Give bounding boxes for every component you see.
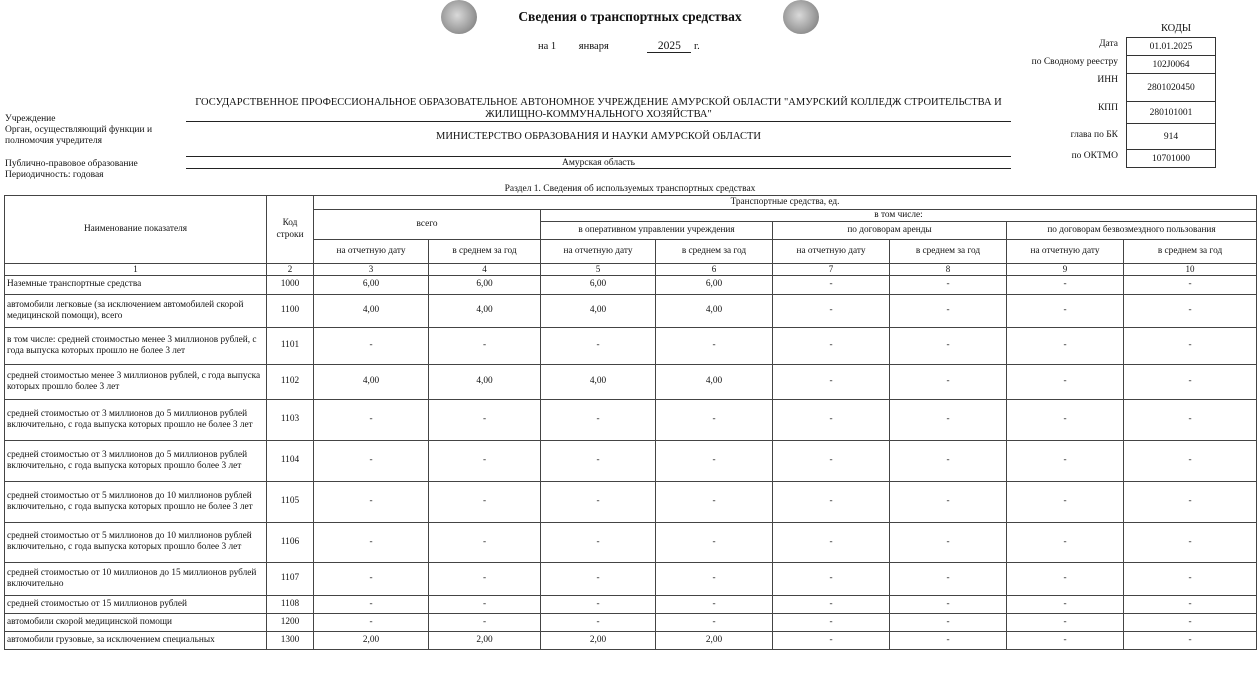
row-value: - <box>1124 275 1257 294</box>
row-value: - <box>429 399 541 440</box>
code-value: 10701000 <box>1127 150 1216 168</box>
table-row <box>5 522 1257 562</box>
row-value: 4,00 <box>429 364 541 399</box>
row-value: 2,00 <box>656 631 773 649</box>
date-month: января <box>578 41 609 52</box>
header-avg-year: в среднем за год <box>429 240 541 264</box>
column-number: 8 <box>890 264 1007 276</box>
row-value: - <box>773 440 890 481</box>
row-value: - <box>541 327 656 364</box>
header-avg-year: в среднем за год <box>656 240 773 264</box>
row-value: - <box>656 327 773 364</box>
row-value: - <box>429 440 541 481</box>
periodicity-label: Периодичность: годовая <box>5 170 104 180</box>
row-value: - <box>1124 595 1257 613</box>
row-code: 1107 <box>267 562 314 595</box>
row-value: - <box>314 613 429 631</box>
row-name: автомобили легковые (за исключением автомобилей скорой медицинской помощи), всего <box>5 294 267 327</box>
code-value: 01.01.2025 <box>1127 38 1216 56</box>
row-value: - <box>541 440 656 481</box>
row-value: - <box>890 481 1007 522</box>
table-row <box>5 275 1257 294</box>
date-year: 2025 <box>647 40 691 53</box>
table-row <box>5 364 1257 399</box>
row-value: - <box>656 481 773 522</box>
row-value: - <box>541 481 656 522</box>
code-row <box>1127 38 1216 56</box>
row-value: - <box>429 613 541 631</box>
row-value: - <box>773 631 890 649</box>
header-name: Наименование показателя <box>5 196 267 264</box>
code-label: глава по БК <box>1070 130 1118 140</box>
row-value: - <box>890 399 1007 440</box>
code-value: 2801020450 <box>1127 74 1216 102</box>
row-value: - <box>656 522 773 562</box>
date-year-suffix: г. <box>694 41 700 52</box>
section-title: Раздел 1. Сведения об используемых транспортных средствах <box>504 184 756 194</box>
row-value: 2,00 <box>429 631 541 649</box>
code-label: КПП <box>1097 103 1118 113</box>
column-number: 3 <box>314 264 429 276</box>
row-value: - <box>773 327 890 364</box>
row-value: - <box>1007 440 1124 481</box>
row-value: - <box>890 613 1007 631</box>
row-value: 2,00 <box>314 631 429 649</box>
row-value: - <box>1124 364 1257 399</box>
row-value: - <box>429 327 541 364</box>
row-value: - <box>1124 294 1257 327</box>
row-value: - <box>773 294 890 327</box>
row-value: - <box>890 595 1007 613</box>
date-prefix: на 1 <box>538 41 557 52</box>
row-value: - <box>1124 562 1257 595</box>
row-value: - <box>890 522 1007 562</box>
table-row <box>5 440 1257 481</box>
row-value: - <box>1124 522 1257 562</box>
header-including: в том числе: <box>541 210 1257 222</box>
row-code: 1104 <box>267 440 314 481</box>
codes-title: КОДЫ <box>1160 23 1192 34</box>
header-total: всего <box>314 210 541 240</box>
code-label: по Сводному реестру <box>1031 57 1118 67</box>
row-value: - <box>1007 275 1124 294</box>
header-avg-year: в среднем за год <box>1124 240 1257 264</box>
row-code: 1100 <box>267 294 314 327</box>
row-value: - <box>773 595 890 613</box>
row-value: - <box>1007 522 1124 562</box>
header-free-use: по договорам безвозмездного пользования <box>1007 222 1257 240</box>
code-row <box>1127 74 1216 102</box>
report-title: Сведения о транспортных средствах <box>518 9 742 24</box>
row-name: Наземные транспортные средства <box>5 275 267 294</box>
authority-label: Орган, осуществляющий функции и полномочия учредителя <box>5 125 153 147</box>
code-label: ИНН <box>1097 75 1118 85</box>
institution-label: Учреждение <box>5 114 56 124</box>
row-value: - <box>890 631 1007 649</box>
row-code: 1000 <box>267 275 314 294</box>
codes-table <box>1126 37 1216 168</box>
row-name: средней стоимостью от 3 миллионов до 5 миллионов рублей включительно, с года выпуска которых прошло более 3 лет <box>5 440 267 481</box>
row-code: 1200 <box>267 613 314 631</box>
row-name: средней стоимостью менее 3 миллионов рублей, с года выпуска которых прошло более 3 лет <box>5 364 267 399</box>
row-value: - <box>890 562 1007 595</box>
code-row <box>1127 56 1216 74</box>
row-value: - <box>314 522 429 562</box>
row-value: - <box>314 440 429 481</box>
table-row <box>5 613 1257 631</box>
row-code: 1108 <box>267 595 314 613</box>
row-value: - <box>1007 481 1124 522</box>
row-value: - <box>1007 399 1124 440</box>
code-row <box>1127 150 1216 168</box>
authority-name: МИНИСТЕРСТВО ОБРАЗОВАНИЯ И НАУКИ АМУРСКОЙ ОБЛАСТИ <box>186 131 1011 157</box>
column-number: 10 <box>1124 264 1257 276</box>
row-value: 2,00 <box>541 631 656 649</box>
row-value: 6,00 <box>314 275 429 294</box>
row-value: - <box>314 595 429 613</box>
header-lease: по договорам аренды <box>773 222 1007 240</box>
row-value: - <box>773 562 890 595</box>
column-number: 1 <box>5 264 267 276</box>
row-value: - <box>429 595 541 613</box>
code-row <box>1127 124 1216 150</box>
row-name: средней стоимостью от 5 миллионов до 10 миллионов рублей включительно, с года выпуска которых прошло более 3 лет <box>5 522 267 562</box>
row-code: 1102 <box>267 364 314 399</box>
row-value: - <box>773 613 890 631</box>
column-number: 4 <box>429 264 541 276</box>
row-name: в том числе: средней стоимостью менее 3 миллионов рублей, с года выпуска которых прошло не более 3 лет <box>5 327 267 364</box>
row-value: - <box>541 522 656 562</box>
row-value: - <box>314 562 429 595</box>
row-code: 1103 <box>267 399 314 440</box>
row-value: - <box>656 595 773 613</box>
header-operative: в оперативном управлении учреждения <box>541 222 773 240</box>
row-value: - <box>890 275 1007 294</box>
region-name: Амурская область <box>186 158 1011 169</box>
row-value: - <box>773 522 890 562</box>
row-value: - <box>429 481 541 522</box>
row-value: - <box>773 399 890 440</box>
code-value: 280101001 <box>1127 102 1216 124</box>
row-value: 6,00 <box>541 275 656 294</box>
row-value: - <box>1007 613 1124 631</box>
row-value: - <box>1007 294 1124 327</box>
row-value: - <box>541 399 656 440</box>
row-value: - <box>1007 327 1124 364</box>
code-label: по ОКТМО <box>1071 151 1118 161</box>
report-date-line <box>538 40 700 53</box>
row-value: - <box>656 399 773 440</box>
table-row <box>5 631 1257 649</box>
vehicles-table <box>4 195 1257 650</box>
row-value: 6,00 <box>429 275 541 294</box>
code-label: Дата <box>1099 39 1118 49</box>
column-number: 9 <box>1007 264 1124 276</box>
column-number: 6 <box>656 264 773 276</box>
code-value: 914 <box>1127 124 1216 150</box>
row-name: средней стоимостью от 5 миллионов до 10 миллионов рублей включительно, с года выпуска которых прошло не более 3 лет <box>5 481 267 522</box>
header-avg-year: в среднем за год <box>890 240 1007 264</box>
row-value: 6,00 <box>656 275 773 294</box>
row-name: автомобили грузовые, за исключением специальных <box>5 631 267 649</box>
row-code: 1105 <box>267 481 314 522</box>
row-value: - <box>656 562 773 595</box>
header-at-date: на отчетную дату <box>314 240 429 264</box>
row-value: - <box>1007 364 1124 399</box>
row-value: - <box>541 595 656 613</box>
row-value: - <box>1007 631 1124 649</box>
column-number: 7 <box>773 264 890 276</box>
row-code: 1106 <box>267 522 314 562</box>
row-value: 4,00 <box>541 294 656 327</box>
row-name: средней стоимостью от 3 миллионов до 5 миллионов рублей включительно, с года выпуска которых прошло не более 3 лет <box>5 399 267 440</box>
row-value: - <box>429 562 541 595</box>
row-value: - <box>429 522 541 562</box>
code-row <box>1127 102 1216 124</box>
row-value: - <box>656 440 773 481</box>
row-value: - <box>541 613 656 631</box>
header-vehicles: Транспортные средства, ед. <box>314 196 1257 210</box>
org-name: ГОСУДАРСТВЕННОЕ ПРОФЕССИОНАЛЬНОЕ ОБРАЗОВАТЕЛЬНОЕ АВТОНОМНОЕ УЧРЕЖДЕНИЕ АМУРСКОЙ ОБЛАСТИ "АМУРСКИЙ КОЛЛЕДЖ СТРОИТЕЛЬСТВА И ЖИЛИЩНО-КОММУНАЛЬНОГО ХОЗЯЙСТВА" <box>186 97 1011 122</box>
table-row <box>5 399 1257 440</box>
row-name: средней стоимостью от 15 миллионов рублей <box>5 595 267 613</box>
row-code: 1300 <box>267 631 314 649</box>
row-value: - <box>1124 440 1257 481</box>
row-value: 4,00 <box>314 364 429 399</box>
row-value: 4,00 <box>656 364 773 399</box>
row-value: - <box>1007 562 1124 595</box>
row-value: - <box>1124 481 1257 522</box>
row-code: 1101 <box>267 327 314 364</box>
header-at-date: на отчетную дату <box>1007 240 1124 264</box>
row-value: 4,00 <box>541 364 656 399</box>
table-row <box>5 327 1257 364</box>
table-row <box>5 294 1257 327</box>
row-value: - <box>541 562 656 595</box>
table-row <box>5 595 1257 613</box>
row-value: - <box>890 327 1007 364</box>
row-value: - <box>1124 613 1257 631</box>
row-value: 4,00 <box>429 294 541 327</box>
row-value: - <box>773 364 890 399</box>
row-value: - <box>890 440 1007 481</box>
row-value: - <box>1124 327 1257 364</box>
row-value: - <box>1124 399 1257 440</box>
row-value: - <box>773 481 890 522</box>
row-value: - <box>890 294 1007 327</box>
header-at-date: на отчетную дату <box>541 240 656 264</box>
column-number: 5 <box>541 264 656 276</box>
table-row <box>5 481 1257 522</box>
header-code: Код строки <box>267 196 314 264</box>
row-value: 4,00 <box>656 294 773 327</box>
row-value: - <box>314 399 429 440</box>
code-value: 102J0064 <box>1127 56 1216 74</box>
row-value: - <box>1124 631 1257 649</box>
row-value: - <box>656 613 773 631</box>
column-number: 2 <box>267 264 314 276</box>
row-value: - <box>773 275 890 294</box>
row-name: автомобили скорой медицинской помощи <box>5 613 267 631</box>
row-value: 4,00 <box>314 294 429 327</box>
row-value: - <box>890 364 1007 399</box>
row-value: - <box>314 481 429 522</box>
header-at-date: на отчетную дату <box>773 240 890 264</box>
row-value: - <box>1007 595 1124 613</box>
row-name: средней стоимостью от 10 миллионов до 15 миллионов рублей включительно <box>5 562 267 595</box>
public-entity-label: Публично-правовое образование <box>5 159 138 169</box>
table-row <box>5 562 1257 595</box>
row-value: - <box>314 327 429 364</box>
